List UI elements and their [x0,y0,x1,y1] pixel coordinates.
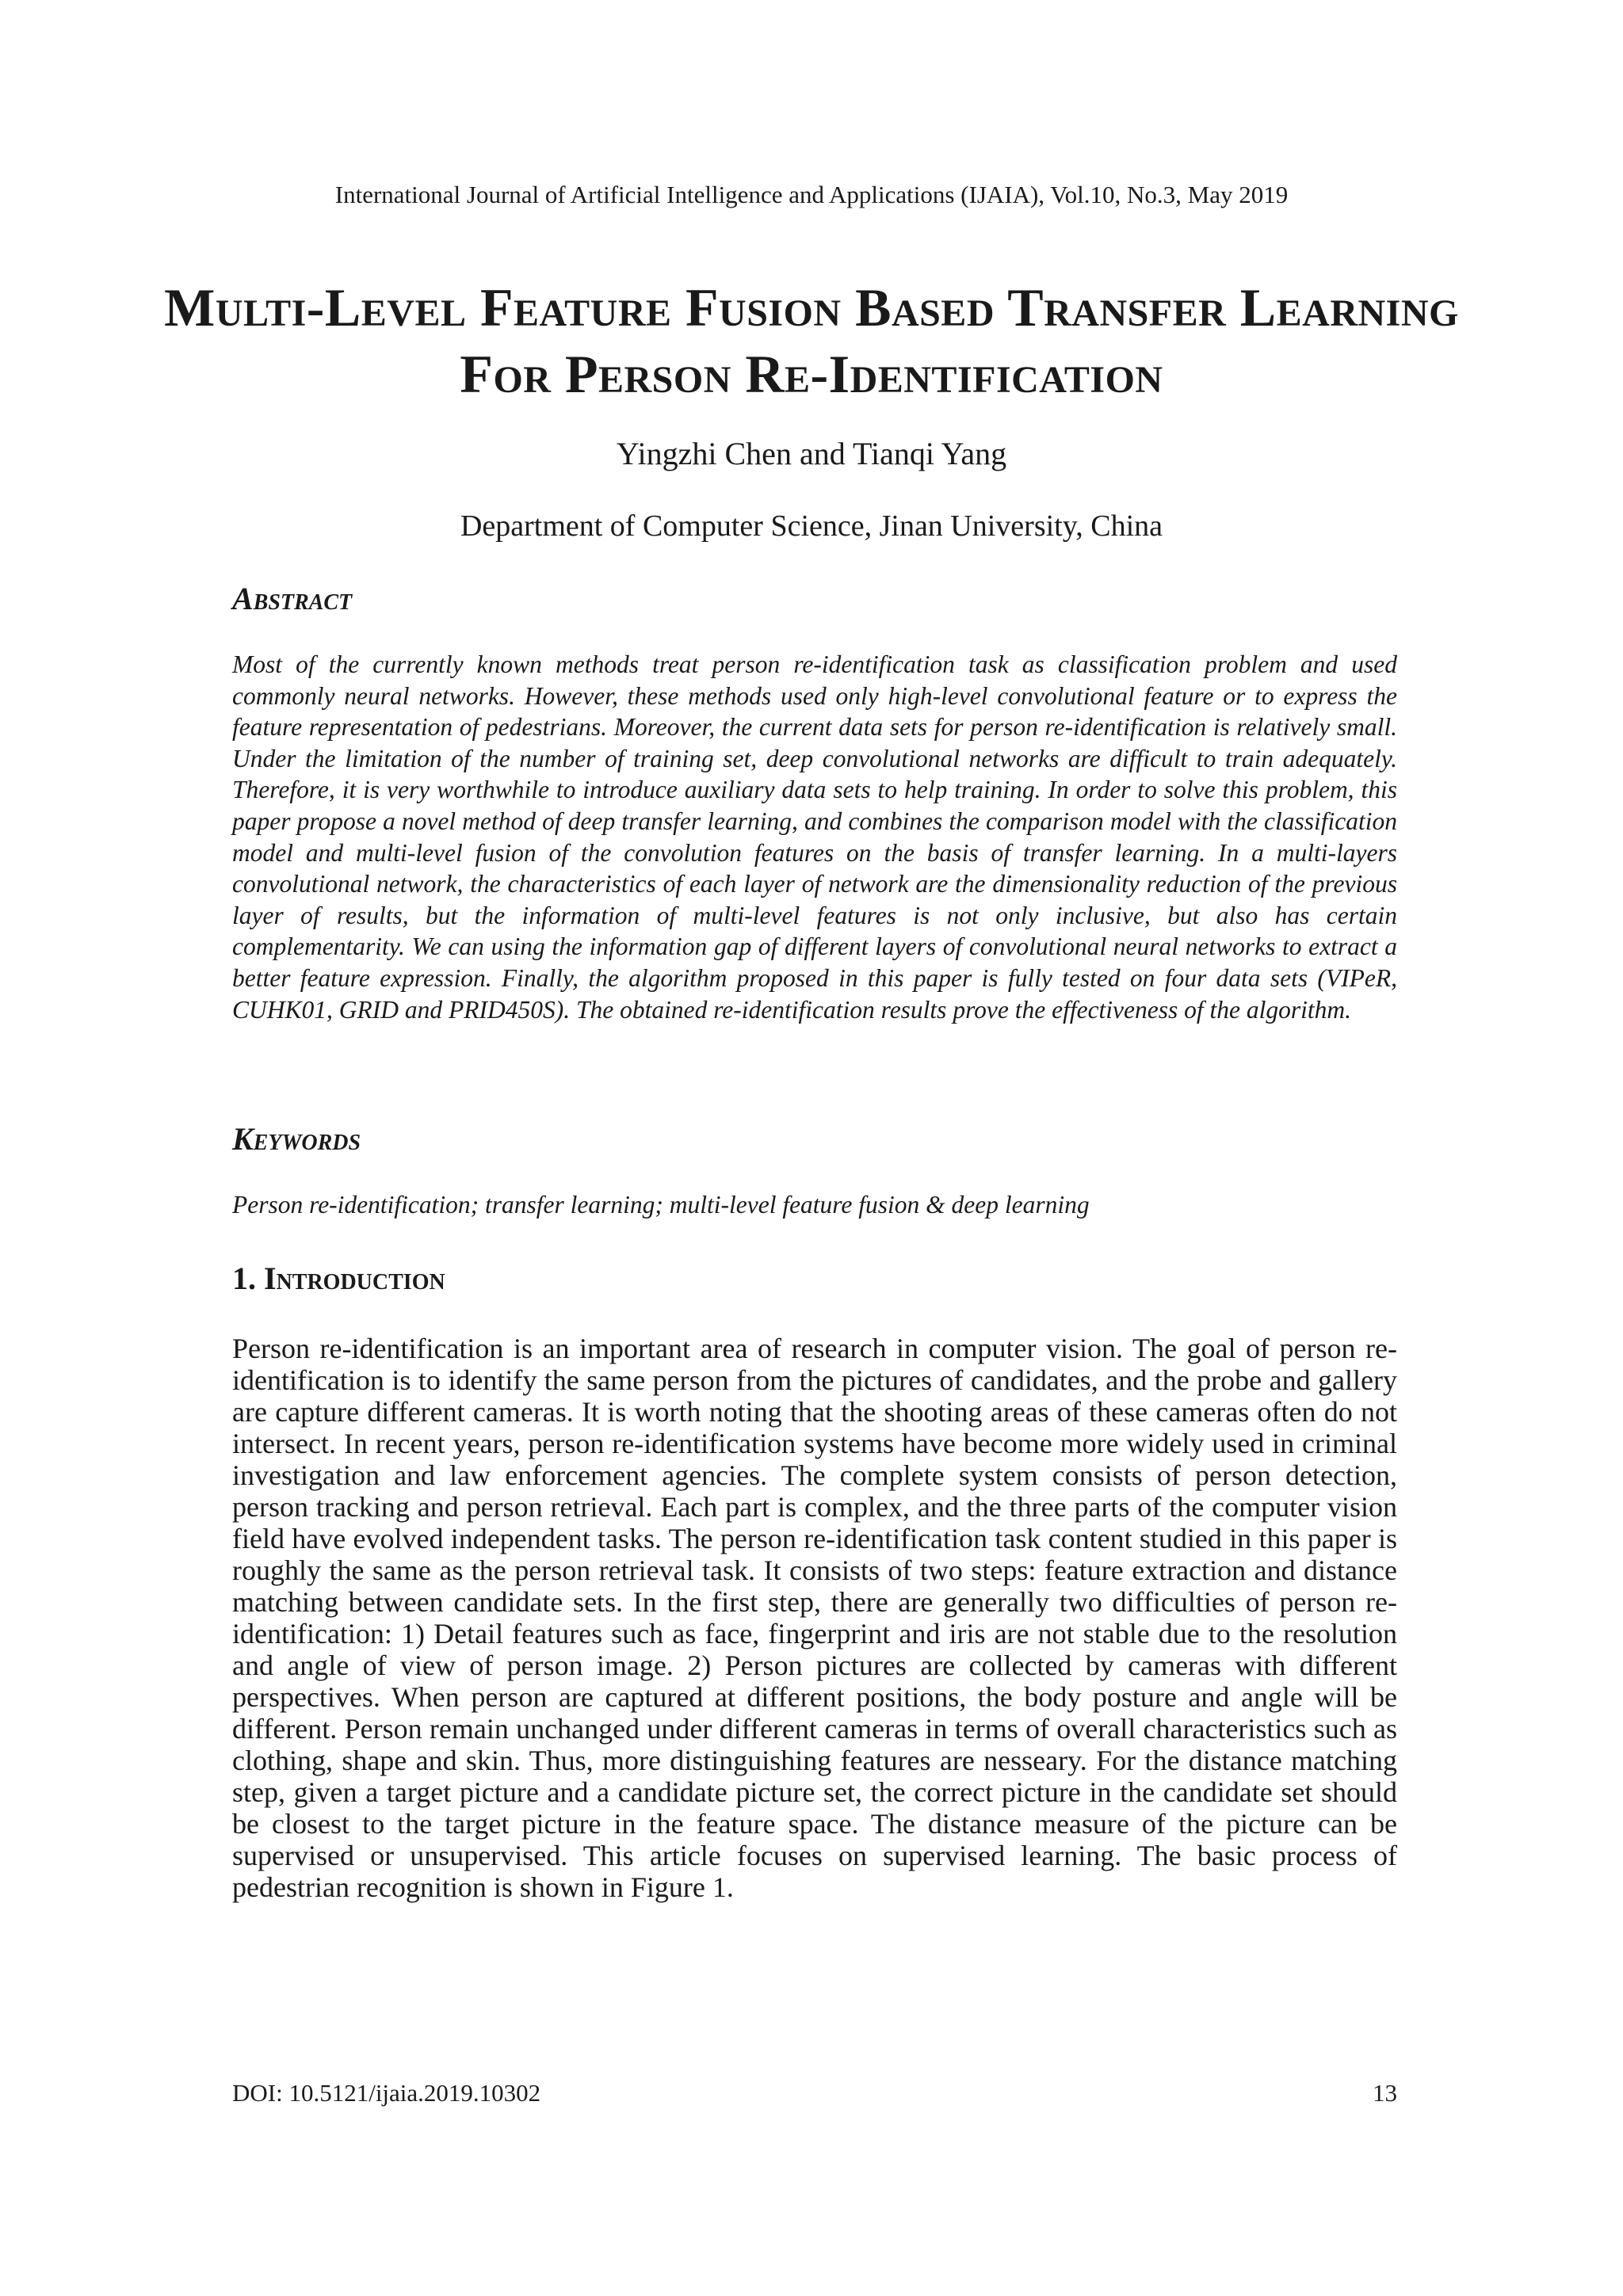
abstract-heading: Abstract [232,581,353,616]
running-header: International Journal of Artificial Intelligence and Applications (IJAIA), Vol.10, No.3, May 2019 [334,181,1289,208]
doi: DOI: 10.5121/ijaia.2019.10302 [232,2079,541,2107]
keywords-heading: Keywords [232,1121,361,1157]
abstract-text: Most of the currently known methods treat person re-identification task as classification problem and used commonly neural networks. However, these methods used only high-level convolutional feature or to express the feature representation of pedestrians. Moreover, the current data sets for person re-identification is relatively small. Under the limitation of the number of training set, deep convolutional networks are difficult to train adequately. Therefore, it is very worthwhile to introduce auxiliary data sets to help training. In order to solve this problem, this paper propose a novel method of deep transfer learning, and combines the comparison model with the classification model and multi-level fusion of the convolution features on the basis of transfer learning. In a multi-layers convolutional network, the characteristics of each layer of network are the dimensionality reduction of the previous layer of results, but the information of multi-level features is not only inclusive, but also has certain complementarity. We can using the information gap of different layers of convolutional neural networks to extract a better feature expression. Finally, the algorithm proposed in this paper is fully tested on four data sets (VIPeR, CUHK01, GRID and PRID450S). The obtained re-identification results prove the effectiveness of the algorithm. [232,650,1397,1024]
introduction-heading: 1. Introduction [232,1261,445,1296]
paper-title: Multi-Level Feature Fusion Based Transfer Learning For Person Re-Identification [164,277,1459,404]
authors: Yingzhi Chen and Tianqi Yang [616,436,1007,471]
affiliation: Department of Computer Science, Jinan University, China [460,509,1163,543]
introduction-text: Person re-identification is an important area of research in computer vision. The goal of person re-identification is to identify the same person from the pictures of candidates, and the probe and gallery are capture different cameras. It is worth noting that the shooting areas of these cameras often do not intersect. In recent years, person re-identification systems have become more widely used in criminal investigation and law enforcement agencies. The complete system consists of person detection, person tracking and person retrieval. Each part is complex, and the three parts of the computer vision field have evolved independent tasks. The person re-identification task content studied in this paper is roughly the same as the person retrieval task. It consists of two steps: feature extraction and distance matching between candidate sets. In the first step, there are generally two difficulties of person re-identification: 1) Detail features such as face, fingerprint and iris are not stable due to the resolution and angle of view of person image. 2) Person pictures are collected by cameras with different perspectives. When person are captured at different positions, the body posture and angle will be different. Person remain unchanged under different cameras in terms of overall characteristics such as clothing, shape and skin. Thus, more distinguishing features are nesseary. For the distance matching step, given a target picture and a candidate picture set, the correct picture in the candidate set should be closest to the target picture in the feature space. The distance measure of the picture can be supervised or unsupervised. This article focuses on supervised learning. The basic process of pedestrian recognition is shown in Figure 1. [232,1333,1397,1903]
keywords-text: Person re-identification; transfer learning; multi-level feature fusion & deep learning [232,1191,1090,1219]
page-number: 13 [1373,2079,1397,2107]
